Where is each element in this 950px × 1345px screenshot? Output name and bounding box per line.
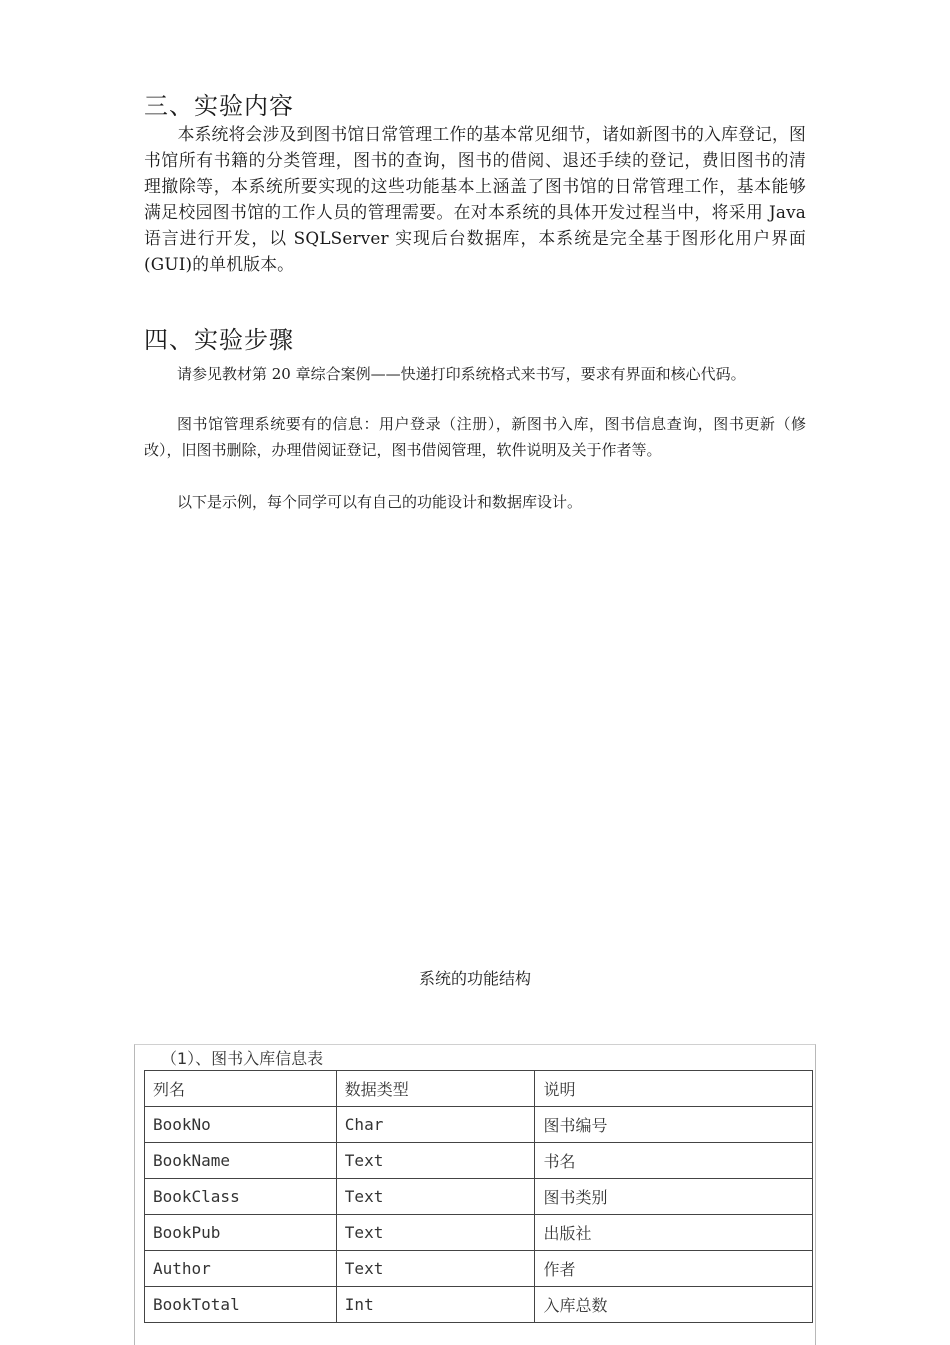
- cell-description: 作者: [535, 1251, 813, 1287]
- section-heading-content: 三、实验内容: [144, 92, 294, 120]
- header-cell-column-name: 列名: [145, 1071, 337, 1107]
- cell-column-name: BookTotal: [145, 1287, 337, 1323]
- cell-description: 出版社: [535, 1215, 813, 1251]
- cell-column-name: BookPub: [145, 1215, 337, 1251]
- table-header-row: [145, 1071, 813, 1107]
- cell-description: 书名: [535, 1143, 813, 1179]
- table-row: [145, 1215, 813, 1251]
- cell-data-type: Text: [336, 1215, 535, 1251]
- cell-description: 入库总数: [535, 1287, 813, 1323]
- cell-data-type: Text: [336, 1143, 535, 1179]
- header-cell-data-type: 数据类型: [336, 1071, 535, 1107]
- table-row: [145, 1287, 813, 1323]
- section-heading-steps: 四、实验步骤: [144, 326, 294, 354]
- cell-column-name: BookNo: [145, 1107, 337, 1143]
- table-row: [145, 1251, 813, 1287]
- section-content-paragraph: 本系统将会涉及到图书馆日常管理工作的基本常见细节，诸如新图书的入库登记，图书馆所有书籍的分类管理，图书的查询，图书的借阅、退还手续的登记，费旧图书的清理撤除等，本系统所要实现的这些功能基本上涵盖了图书馆的日常管理工作，基本能够满足校园图书馆的工作人员的管理需要。在对本系统的具体开发过程当中，将采用 Java 语言进行开发，以 SQLServer 实现后台数据库，本系统是完全基于图形化用户界面(GUI)的单机版本。: [144, 124, 806, 274]
- info-paragraph: 图书馆管理系统要有的信息：用户登录（注册），新图书入库，图书信息查询，图书更新（修改），旧图书删除，办理借阅证登记，图书借阅管理，软件说明及关于作者等。: [144, 415, 806, 459]
- cell-description: 图书类别: [535, 1179, 813, 1215]
- cell-data-type: Int: [336, 1287, 535, 1323]
- book-inbound-table: [144, 1070, 813, 1323]
- table-title: （1）、图书入库信息表: [161, 1049, 324, 1068]
- cell-column-name: BookName: [145, 1143, 337, 1179]
- cell-description: 图书编号: [535, 1107, 813, 1143]
- table-row: [145, 1179, 813, 1215]
- cell-data-type: Text: [336, 1251, 535, 1287]
- cell-data-type: Text: [336, 1179, 535, 1215]
- reference-paragraph: 请参见教材第 20 章综合案例——快递打印系统格式来书写，要求有界面和核心代码。: [177, 365, 746, 383]
- figure-caption: 系统的功能结构: [418, 969, 531, 988]
- cell-column-name: Author: [145, 1251, 337, 1287]
- cell-column-name: BookClass: [145, 1179, 337, 1215]
- example-paragraph: 以下是示例，每个同学可以有自己的功能设计和数据库设计。: [177, 493, 583, 511]
- table-row: [145, 1107, 813, 1143]
- header-cell-description: 说明: [535, 1071, 813, 1107]
- cell-data-type: Char: [336, 1107, 535, 1143]
- book-table-image: [134, 1044, 816, 1345]
- table-row: [145, 1143, 813, 1179]
